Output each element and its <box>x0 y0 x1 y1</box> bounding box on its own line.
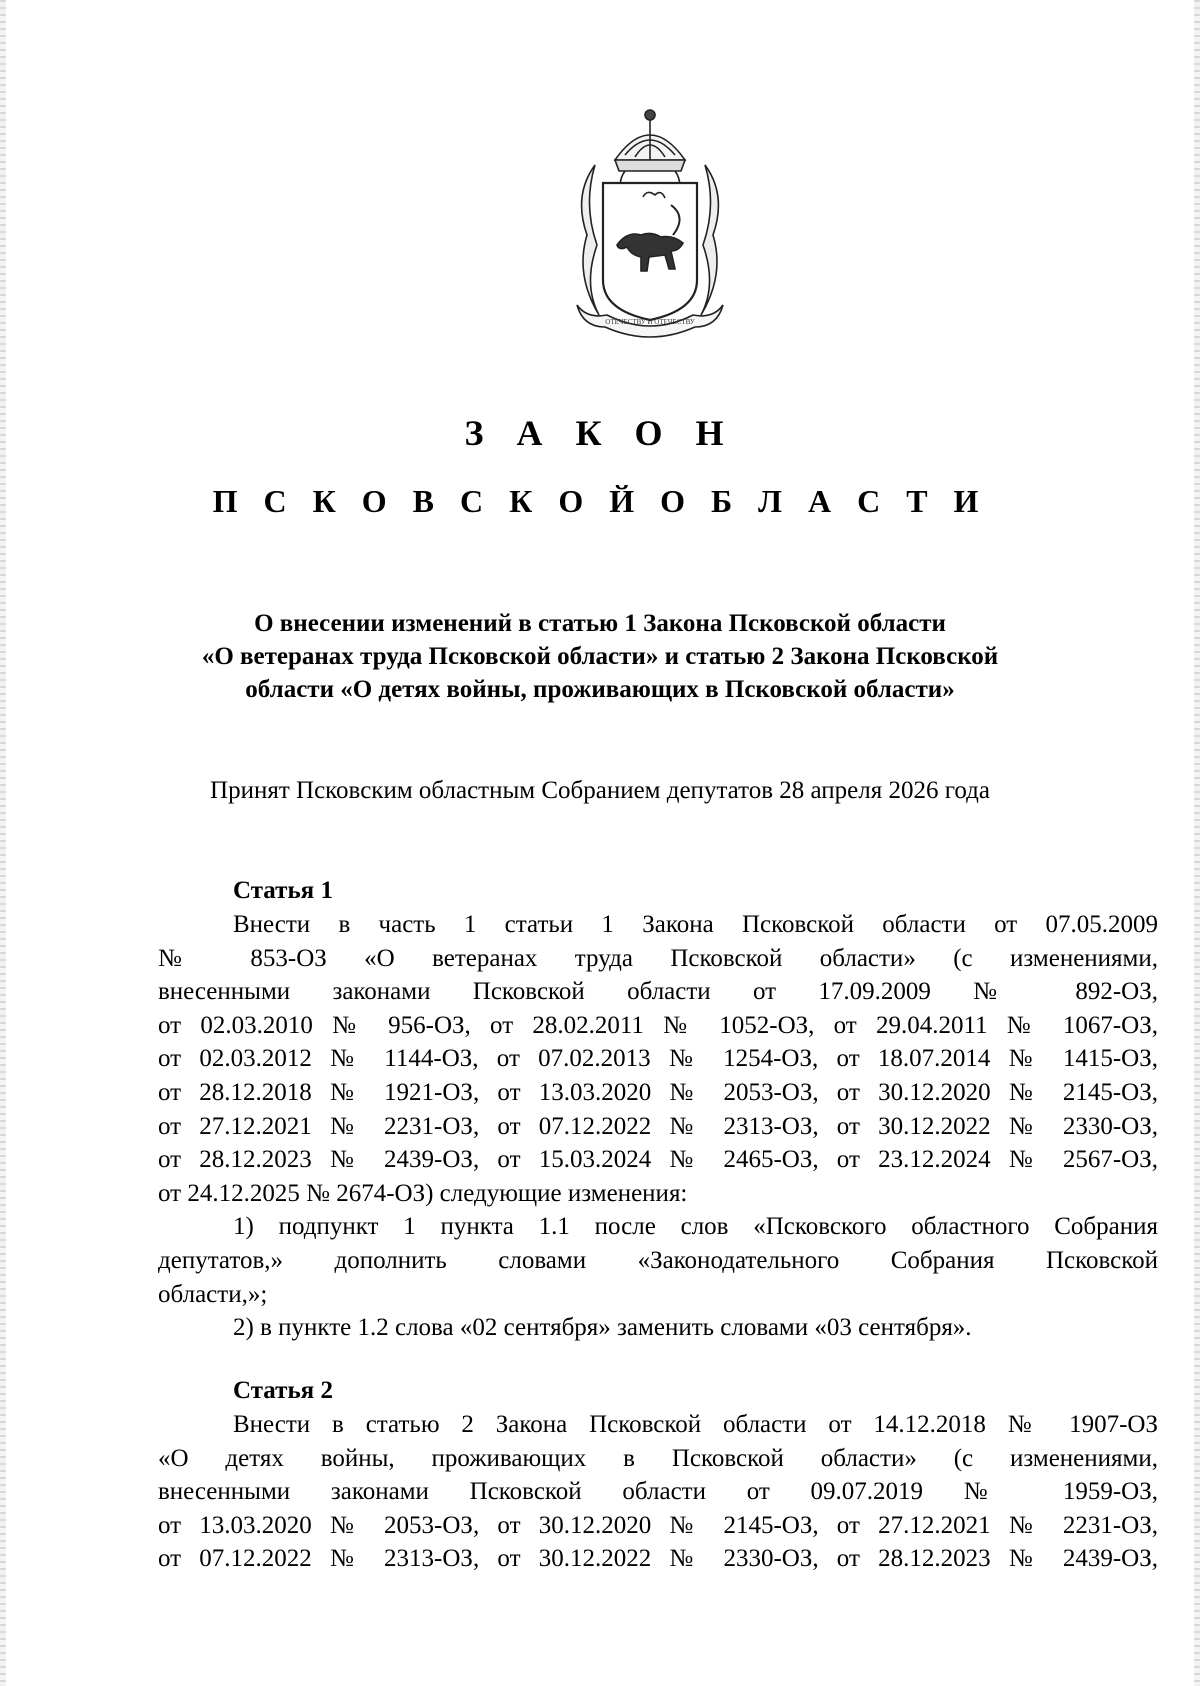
article-1-heading: Статья 1 <box>233 877 333 904</box>
emblem-motto: ОТЕЧЕСТВУ И ОТЕЧЕСТВУ <box>605 318 695 326</box>
article-1-line: области,»; <box>158 1280 268 1308</box>
article-2-line: внесенными законами Псковской области от 09.07.2019 № 1959-ОЗ, <box>158 1478 1158 1506</box>
article-1-line: от 24.12.2025 № 2674-ОЗ) следующие изменения: <box>158 1179 688 1207</box>
article-1-line: от 02.03.2010 № 956-ОЗ, от 28.02.2011 № 1052-ОЗ, от 29.04.2011 № 1067-ОЗ, <box>158 1011 1158 1039</box>
adoption-note: Принят Псковским областным Собранием депутатов 28 апреля 2026 года <box>210 777 990 804</box>
article-2-line: «О детях войны, проживающих в Псковской области» (с изменениями, <box>158 1444 1158 1472</box>
document-region: П С К О В С К О Й О Б Л А С Т И <box>212 483 988 519</box>
article-1 <box>158 874 1158 1345</box>
scan-edge-left <box>0 0 6 1686</box>
article-1-line: от 27.12.2021 № 2231-ОЗ, от 07.12.2022 № 2313-ОЗ, от 30.12.2022 № 2330-ОЗ, <box>158 1112 1158 1140</box>
article-1-line: от 02.03.2012 № 1144-ОЗ, от 07.02.2013 № 1254-ОЗ, от 18.07.2014 № 1415-ОЗ, <box>158 1045 1158 1073</box>
law-name-line: О внесении изменений в статью 1 Закона Псковской области <box>254 610 946 637</box>
article-2 <box>158 1374 1158 1576</box>
law-name-line: «О ветеранах труда Псковской области» и статью 2 Закона Псковской <box>201 643 999 670</box>
article-1-line: № 853-ОЗ «О ветеранах труда Псковской области» (с изменениями, <box>158 944 1158 972</box>
article-1-line: от 28.12.2018 № 1921-ОЗ, от 13.03.2020 № 2053-ОЗ, от 30.12.2020 № 2145-ОЗ, <box>158 1078 1158 1106</box>
article-1-line: внесенными законами Псковской области от 17.09.2009 № 892-ОЗ, <box>158 978 1158 1006</box>
article-1-line: Внести в часть 1 статьи 1 Закона Псковской области от 07.05.2009 <box>233 911 1158 938</box>
law-name <box>160 607 1040 706</box>
scan-edge-right <box>1194 0 1200 1686</box>
article-1-line: 2) в пункте 1.2 слова «02 сентября» заменить словами «03 сентября». <box>233 1314 972 1342</box>
article-2-line: Внести в статью 2 Закона Псковской области от 14.12.2018 № 1907-ОЗ <box>233 1411 1158 1438</box>
article-1-line: 1) подпункт 1 пункта 1.1 после слов «Псковского областного Собрания <box>233 1213 1158 1241</box>
pskov-coat-of-arms-icon <box>555 105 745 355</box>
article-1-line: от 28.12.2023 № 2439-ОЗ, от 15.03.2024 № 2465-ОЗ, от 23.12.2024 № 2567-ОЗ, <box>158 1146 1158 1174</box>
article-2-line: от 13.03.2020 № 2053-ОЗ, от 30.12.2020 № 2145-ОЗ, от 27.12.2021 № 2231-ОЗ, <box>158 1511 1158 1539</box>
document-title: З А К О Н <box>464 413 736 453</box>
article-2-line: от 07.12.2022 № 2313-ОЗ, от 30.12.2022 № 2330-ОЗ, от 28.12.2023 № 2439-ОЗ, <box>158 1545 1158 1573</box>
article-1-line: депутатов,» дополнить словами «Законодательного Собрания Псковской <box>158 1246 1158 1274</box>
article-2-heading: Статья 2 <box>233 1377 333 1404</box>
law-name-line: области «О детях войны, проживающих в Псковской области» <box>245 676 955 703</box>
